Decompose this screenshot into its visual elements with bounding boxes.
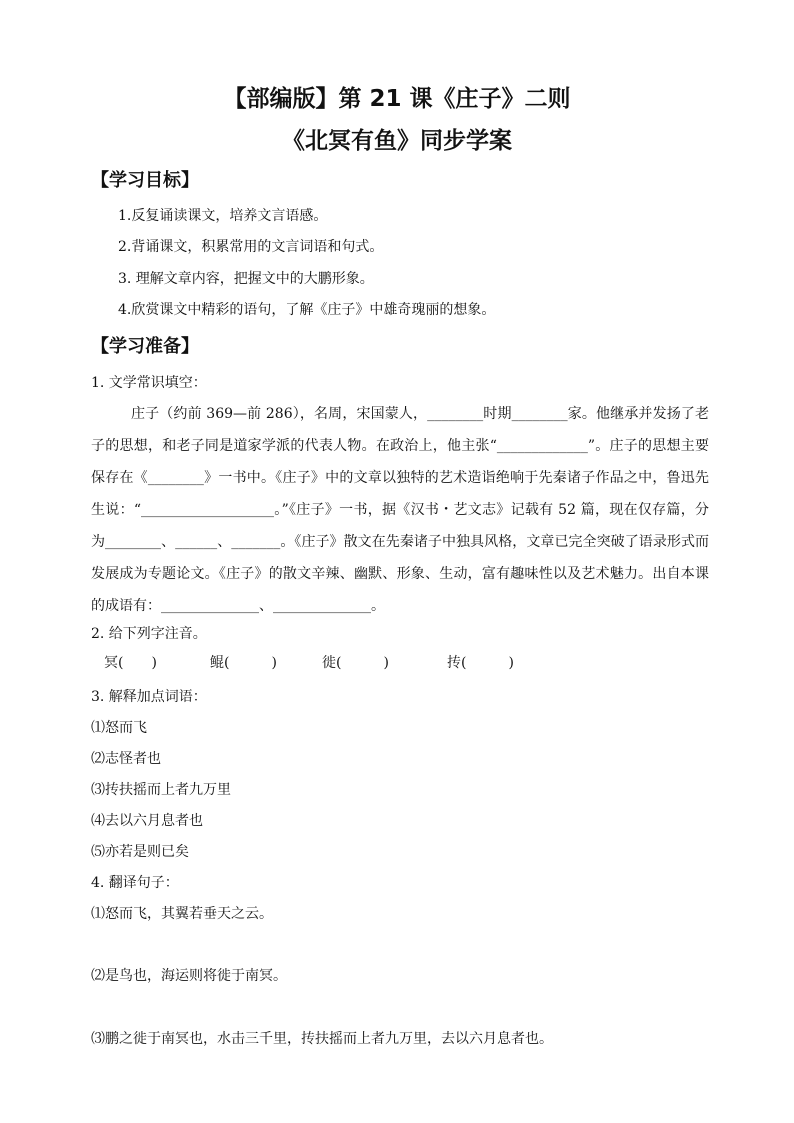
translation-item: ⑴怒而飞，其翼若垂天之云。 [91,906,273,922]
objective-item: 4.欣赏课文中精彩的语句，了解《庄子》中雄奇瑰丽的想象。 [118,302,496,318]
vocab-item: ⑵志怪者也 [91,751,161,767]
vocab-item: ⑸亦若是则已矣 [91,844,189,860]
title-line-2: 《北冥有鱼》同步学案 [282,128,512,154]
vocab-item: ⑶抟扶摇而上者九万里 [91,782,231,798]
objective-item: 1.反复诵读课文，培养文言语感。 [118,208,328,224]
question-1-paragraph: 庄子（约前 369—前 286），名周，宋国蒙人，________时期________家。他继承并发扬了老子的思想，和老子同是道家学派的代表人物。在政治上，他主张“_____________”。庄子的思想主要保存在《________》一书中。《庄子》中的文章以独特的艺术造诣绝响于先秦诸子作品之中，鲁迅先生说：“___________________。”《庄子》一书，据《汉书・艺文志》记载有 52 篇，现在仅存篇，分为________、______、_______。《庄子》散文在先秦诸子中独具风格，文章已完全突破了语录形式而发展成为专题论文。《庄子》的散文辛辣、幽默、形象、生动，富有趣味性以及艺术魅力。出自本课的成语有：______________、______________。 [91,406,709,614]
question-3-title: 3. 解释加点词语： [91,689,207,705]
question-2-title: 2. 给下列字注音。 [91,626,207,642]
pinyin-item: 抟( ) [447,655,514,671]
objectives-heading: 【学习目标】 [91,170,199,191]
pinyin-item: 鲲( ) [210,655,277,671]
question-4-title: 4. 翻译句子： [91,875,179,891]
translation-item: ⑶鹏之徙于南冥也，水击三千里，抟扶摇而上者九万里，去以六月息者也。 [91,1031,553,1047]
objective-item: 3. 理解文章内容，把握文中的大鹏形象。 [118,271,374,287]
question-1-title: 1. 文学常识填空： [91,375,207,391]
vocab-item: ⑷去以六月息者也 [91,813,203,829]
pinyin-item: 冥( ) [104,655,157,671]
translation-item: ⑵是鸟也，海运则将徙于南冥。 [91,968,287,984]
title-line-1: 【部编版】第 21 课《庄子》二则 [223,86,571,112]
preparation-heading: 【学习准备】 [91,336,199,357]
vocab-item: ⑴怒而飞 [91,720,147,736]
objective-item: 2.背诵课文，积累常用的文言词语和句式。 [118,239,384,255]
pinyin-item: 徙( ) [322,655,389,671]
